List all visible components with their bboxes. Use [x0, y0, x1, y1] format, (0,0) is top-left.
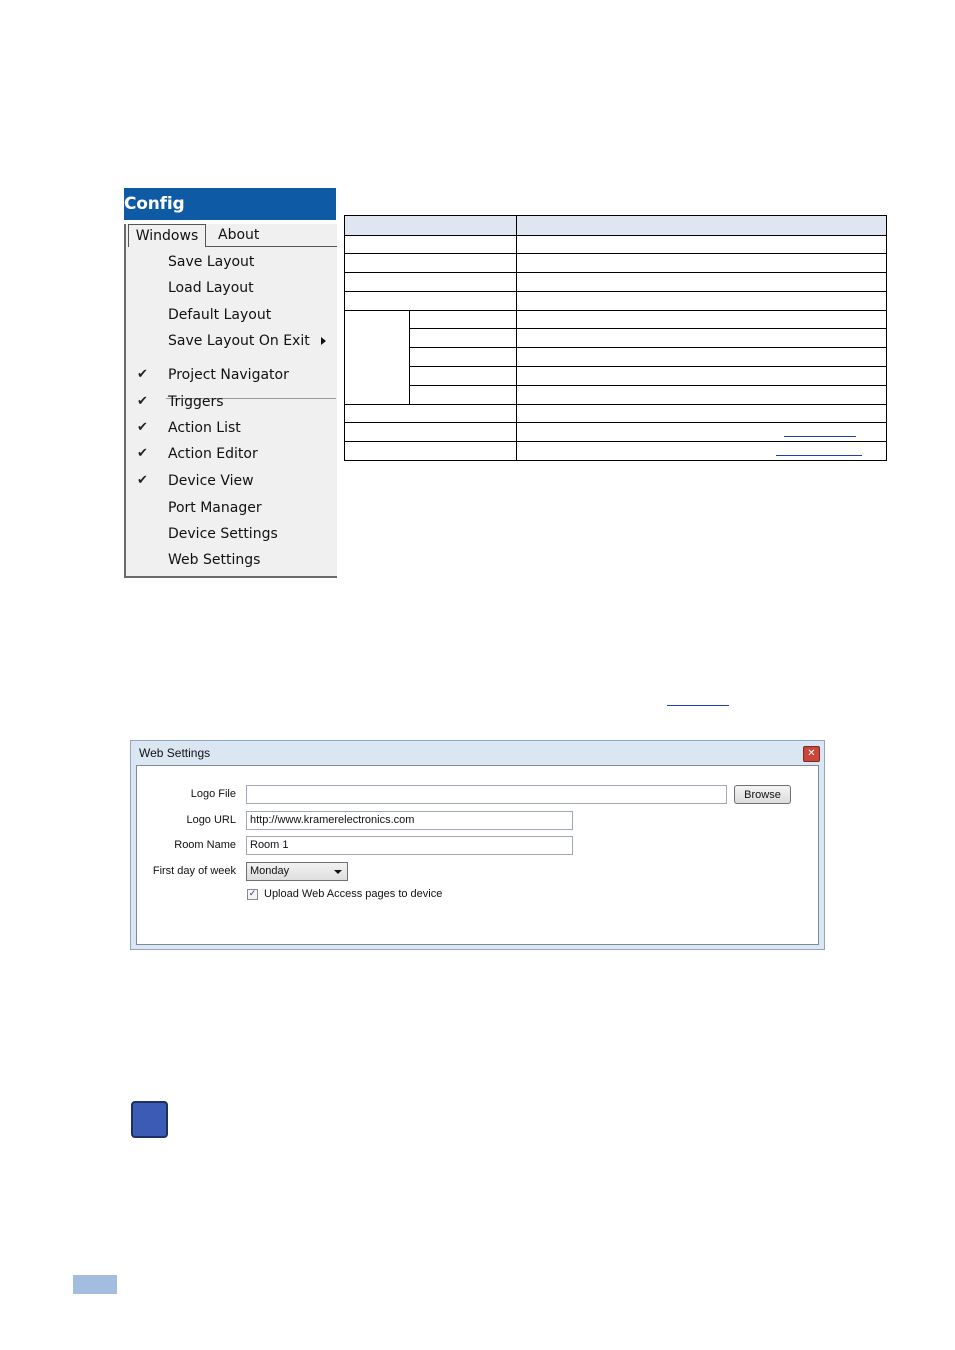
room-name-label: Room Name: [174, 839, 236, 851]
menu-item-action-list[interactable]: [126, 415, 335, 441]
first-day-select[interactable]: [246, 862, 348, 881]
first-day-value: Monday: [250, 865, 290, 877]
table-row-line: [409, 328, 887, 329]
note-icon: [131, 1101, 168, 1138]
menu-item-action-editor[interactable]: [126, 441, 335, 467]
table-row-line: [409, 385, 887, 386]
menu-item-load-layout[interactable]: [126, 275, 335, 301]
dropdown-arrow-icon: [334, 870, 342, 874]
table-subcolumn-divider: [409, 310, 410, 404]
dialog-content: [136, 765, 819, 945]
close-button[interactable]: [803, 746, 820, 762]
table-link[interactable]: [784, 436, 856, 437]
table-row-line: [409, 347, 887, 348]
checkmark-icon: ✔: [137, 446, 148, 461]
checkmark-icon: ✔: [137, 473, 148, 488]
checkmark-icon: ✔: [137, 394, 148, 409]
menu-description-table: [344, 215, 887, 461]
table-row-line: [344, 291, 887, 292]
menu-item-label: Device Settings: [168, 526, 278, 542]
logo-url-input[interactable]: http://www.kramerelectronics.com: [246, 811, 573, 830]
upload-label: Upload Web Access pages to device: [264, 888, 443, 900]
dialog-title: Web Settings: [139, 746, 211, 760]
close-icon: ✕: [807, 748, 816, 759]
menu-item-default-layout[interactable]: [126, 302, 335, 328]
tab-about[interactable]: About: [218, 227, 260, 243]
table-border: [344, 460, 887, 461]
table-column-divider: [516, 215, 517, 461]
table-header: [344, 215, 887, 236]
menu-item-triggers[interactable]: [126, 389, 335, 415]
table-border: [886, 215, 887, 461]
menu-item-web-settings[interactable]: [126, 547, 335, 573]
menu-item-label: Action List: [168, 420, 241, 436]
checkmark-icon: ✔: [137, 420, 148, 435]
checkmark-icon: ✔: [137, 367, 148, 382]
table-row-line: [344, 404, 887, 405]
menu-tab-divider: [206, 246, 337, 247]
menu-item-save-layout-on-exit[interactable]: [126, 328, 335, 354]
table-border: [344, 215, 345, 461]
table-row-line: [344, 422, 887, 423]
body-link[interactable]: [667, 705, 729, 706]
logo-url-label: Logo URL: [186, 814, 236, 826]
table-row-line: [344, 272, 887, 273]
menu-item-label: Triggers: [168, 394, 224, 410]
menu-item-label: Default Layout: [168, 307, 272, 323]
first-day-label: First day of week: [152, 865, 236, 877]
table-row-line: [344, 253, 887, 254]
menu-item-label: Project Navigator: [168, 367, 289, 383]
menu-item-port-manager[interactable]: [126, 495, 335, 521]
page-number-tab: [73, 1275, 117, 1294]
windows-menu: [124, 224, 337, 578]
browse-button[interactable]: Browse: [734, 785, 791, 804]
menu-item-project-navigator[interactable]: [126, 362, 335, 388]
table-link[interactable]: [776, 455, 862, 456]
config-menu: [124, 188, 336, 578]
table-row-line: [409, 366, 887, 367]
logo-file-label: Logo File: [190, 788, 236, 800]
config-title: Config: [124, 188, 336, 220]
menu-item-label: Save Layout: [168, 254, 255, 270]
menu-item-label: Load Layout: [168, 280, 254, 296]
menu-item-label: Device View: [168, 473, 254, 489]
menu-item-device-view[interactable]: [126, 468, 335, 494]
web-settings-dialog: [130, 740, 825, 950]
table-row-line: [344, 441, 887, 442]
table-row-line: [344, 235, 887, 236]
menu-item-device-settings[interactable]: [126, 521, 335, 547]
menu-item-label: Web Settings: [168, 552, 261, 568]
menu-item-label: Save Layout On Exit: [168, 333, 310, 349]
logo-file-input[interactable]: [246, 785, 727, 804]
submenu-arrow-icon: [321, 337, 326, 345]
tab-windows[interactable]: Windows: [128, 224, 206, 247]
upload-checkbox[interactable]: ✓: [248, 889, 257, 899]
menu-item-label: Action Editor: [168, 446, 258, 462]
menu-item-save-layout[interactable]: [126, 249, 335, 275]
menu-item-label: Port Manager: [168, 500, 262, 516]
table-row-line: [344, 310, 887, 311]
room-name-input[interactable]: Room 1: [246, 836, 573, 855]
